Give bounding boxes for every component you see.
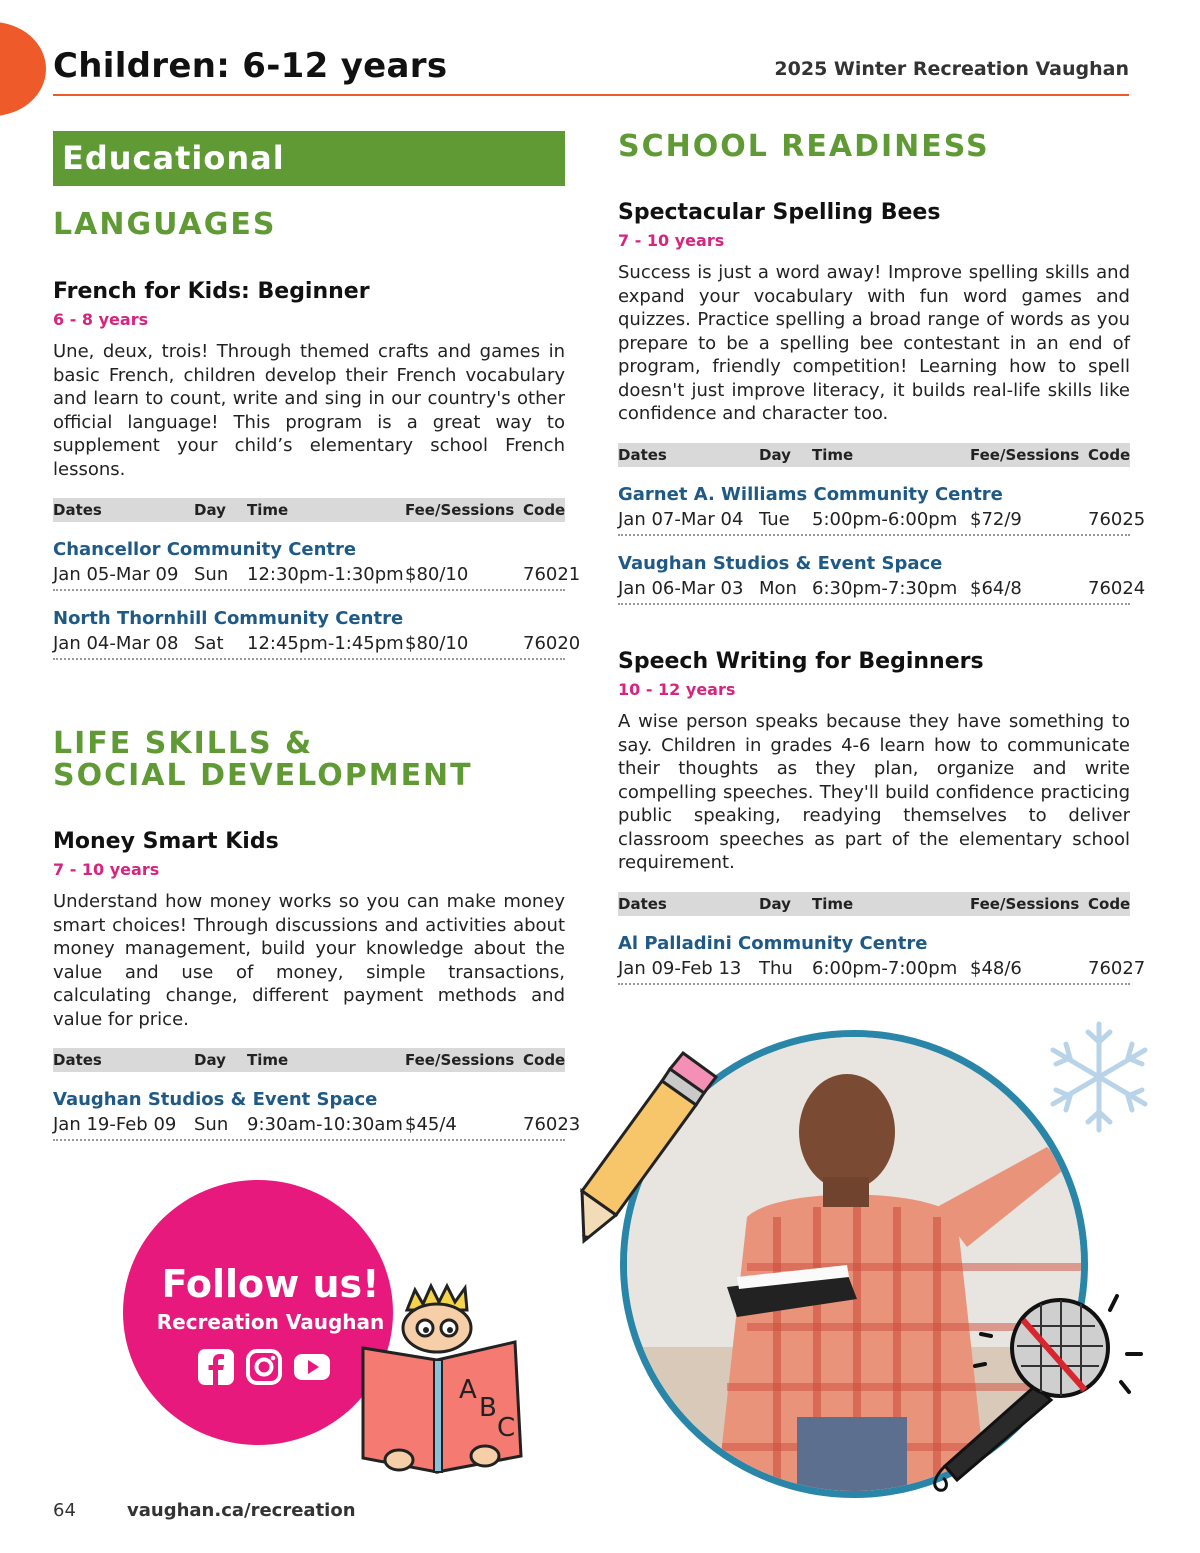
program-title: Money Smart Kids bbox=[53, 829, 279, 854]
header-day: Day bbox=[194, 501, 226, 519]
program-age: 6 - 8 years bbox=[53, 310, 149, 329]
follow-us-title: Follow us! bbox=[161, 1262, 380, 1306]
program-age: 7 - 10 years bbox=[618, 231, 725, 250]
facility-name: Chancellor Community Centre bbox=[53, 539, 357, 560]
schedule-table bbox=[53, 1048, 581, 1141]
section-heading-languages: LANGUAGES bbox=[53, 207, 277, 242]
cell-time: 9:30am-10:30am bbox=[247, 1114, 403, 1135]
cell-fee: $48/6 bbox=[970, 957, 1022, 979]
cell-time: 6:00pm-7:00pm bbox=[812, 957, 958, 979]
cell-dates: Jan 06-Mar 03 bbox=[618, 577, 744, 599]
table-row bbox=[53, 1112, 581, 1141]
section-heading-line: SOCIAL DEVELOPMENT bbox=[53, 758, 473, 793]
program-description: A wise person speaks because they have something to say. Children in grades 4-6 learn how to communicate their thoughts as they plan, organize and write compelling speeches. They'll build confidence practicing public speaking, readying themselves to deliver classroom speeches as part of the elementary school requirement. bbox=[618, 711, 1130, 873]
table-row bbox=[618, 576, 1146, 605]
program-speech bbox=[618, 648, 1146, 985]
table-row bbox=[53, 562, 581, 591]
cell-code: 76021 bbox=[523, 564, 581, 585]
cell-day: Sun bbox=[194, 564, 229, 585]
header-dates: Dates bbox=[618, 894, 667, 913]
program-spelling bbox=[618, 199, 1146, 605]
header-time: Time bbox=[247, 501, 289, 519]
cell-dates: Jan 07-Mar 04 bbox=[618, 508, 744, 530]
social-icons bbox=[197, 1348, 331, 1386]
facility-name: Garnet A. Williams Community Centre bbox=[618, 483, 1003, 505]
header-day: Day bbox=[759, 894, 791, 913]
header-code: Code bbox=[523, 1051, 566, 1069]
program-age: 7 - 10 years bbox=[53, 860, 160, 879]
program-age: 10 - 12 years bbox=[618, 680, 736, 699]
facility-name: Vaughan Studios & Event Space bbox=[53, 1089, 378, 1110]
cell-day: Tue bbox=[759, 508, 790, 530]
facebook-icon[interactable] bbox=[197, 1348, 235, 1386]
header-dates: Dates bbox=[53, 501, 102, 519]
cell-day: Sat bbox=[194, 633, 224, 654]
book-letter: B bbox=[479, 1393, 497, 1423]
header-fee: Fee/Sessions bbox=[405, 1051, 515, 1069]
program-money bbox=[53, 828, 581, 1141]
schedule-table bbox=[53, 498, 581, 660]
snowflake-icon bbox=[1040, 1018, 1158, 1136]
facility-name: North Thornhill Community Centre bbox=[53, 608, 404, 629]
instagram-icon[interactable] bbox=[245, 1348, 283, 1386]
cell-time: 12:30pm-1:30pm bbox=[247, 564, 404, 585]
cell-day: Sun bbox=[194, 1114, 229, 1135]
facility-name: Al Palladini Community Centre bbox=[618, 932, 928, 954]
table-header bbox=[618, 892, 1130, 916]
cell-dates: Jan 09-Feb 13 bbox=[618, 957, 742, 979]
header-dates: Dates bbox=[618, 445, 667, 464]
schedule-table bbox=[618, 892, 1146, 985]
cell-time: 5:00pm-6:00pm bbox=[812, 508, 958, 530]
table-header bbox=[618, 443, 1130, 467]
header-day: Day bbox=[194, 1051, 226, 1069]
page-number: 64 bbox=[53, 1500, 76, 1521]
table-header bbox=[53, 1048, 565, 1072]
cell-time: 6:30pm-7:30pm bbox=[812, 577, 958, 599]
header-day: Day bbox=[759, 445, 791, 464]
cell-code: 76023 bbox=[523, 1114, 581, 1135]
section-heading-line: LIFE SKILLS & bbox=[53, 726, 314, 761]
header-dates: Dates bbox=[53, 1051, 102, 1069]
cell-dates: Jan 19-Feb 09 bbox=[53, 1114, 177, 1135]
header-code: Code bbox=[523, 501, 566, 519]
header-fee: Fee/Sessions bbox=[970, 894, 1080, 913]
cell-code: 76027 bbox=[1088, 957, 1146, 979]
cell-fee: $72/9 bbox=[970, 508, 1022, 530]
book-letter: C bbox=[497, 1413, 516, 1443]
schedule-table bbox=[618, 443, 1146, 605]
website-link[interactable]: vaughan.ca/recreation bbox=[127, 1500, 356, 1521]
facility-name: Vaughan Studios & Event Space bbox=[618, 552, 943, 574]
cell-day: Thu bbox=[759, 957, 793, 979]
cell-fee: $64/8 bbox=[970, 577, 1022, 599]
publication-title: 2025 Winter Recreation Vaughan bbox=[774, 58, 1129, 80]
book-letter: A bbox=[459, 1375, 477, 1405]
table-row bbox=[618, 956, 1146, 985]
cell-fee: $80/10 bbox=[405, 564, 469, 585]
corner-accent bbox=[0, 22, 46, 116]
cell-day: Mon bbox=[759, 577, 797, 599]
follow-us-subtitle: Recreation Vaughan bbox=[156, 1310, 385, 1334]
header-divider bbox=[53, 94, 1129, 96]
header-fee: Fee/Sessions bbox=[405, 501, 515, 519]
header-fee: Fee/Sessions bbox=[970, 445, 1080, 464]
cell-dates: Jan 05-Mar 09 bbox=[53, 564, 179, 585]
cell-dates: Jan 04-Mar 08 bbox=[53, 633, 179, 654]
table-row bbox=[53, 631, 581, 660]
program-title: French for Kids: Beginner bbox=[53, 279, 370, 304]
program-description: Une, deux, trois! Through themed crafts and games in basic French, children develop their French vocabulary and learn to count, write and sing in our country's other official language! This program is a great way to supplement your child’s elementary school French lessons. bbox=[53, 341, 565, 480]
header-code: Code bbox=[1088, 894, 1131, 913]
section-heading-life-skills bbox=[53, 728, 473, 792]
cell-code: 76024 bbox=[1088, 577, 1146, 599]
header-time: Time bbox=[812, 894, 854, 913]
table-row bbox=[618, 507, 1146, 536]
cell-time: 12:45pm-1:45pm bbox=[247, 633, 404, 654]
category-banner: Educational bbox=[53, 131, 565, 186]
cell-fee: $45/4 bbox=[405, 1114, 457, 1135]
program-title: Spectacular Spelling Bees bbox=[618, 200, 941, 225]
header-time: Time bbox=[812, 445, 854, 464]
header-time: Time bbox=[247, 1051, 289, 1069]
program-description: Understand how money works so you can make money smart choices! Through discussions and activities about money management, build your knowledge about the value and use of money, simple transactions, calculating change, different payment methods and value for price. bbox=[53, 891, 565, 1030]
cell-fee: $80/10 bbox=[405, 633, 469, 654]
program-title: Speech Writing for Beginners bbox=[618, 649, 984, 674]
face-icon bbox=[403, 1304, 471, 1352]
cell-code: 76025 bbox=[1088, 508, 1146, 530]
kid-reading-illustration bbox=[355, 1280, 535, 1485]
pencil-illustration bbox=[578, 1045, 723, 1245]
youtube-icon[interactable] bbox=[293, 1348, 331, 1386]
microphone-illustration bbox=[905, 1290, 1150, 1505]
cell-code: 76020 bbox=[523, 633, 581, 654]
program-french bbox=[53, 278, 581, 660]
section-heading-school-readiness: SCHOOL READINESS bbox=[618, 129, 990, 164]
header-code: Code bbox=[1088, 445, 1131, 464]
program-description: Success is just a word away! Improve spelling skills and expand your vocabulary with fun word games and quizzes. Practice spelling a broad range of words as you prepare to be a spelling bee contestant in an end of program, friendly competition! Learning how to spell doesn't just improve literacy, it builds real-life skills like confidence and character too. bbox=[618, 262, 1130, 424]
page-title: Children: 6-12 years bbox=[53, 46, 448, 86]
table-header bbox=[53, 498, 565, 522]
